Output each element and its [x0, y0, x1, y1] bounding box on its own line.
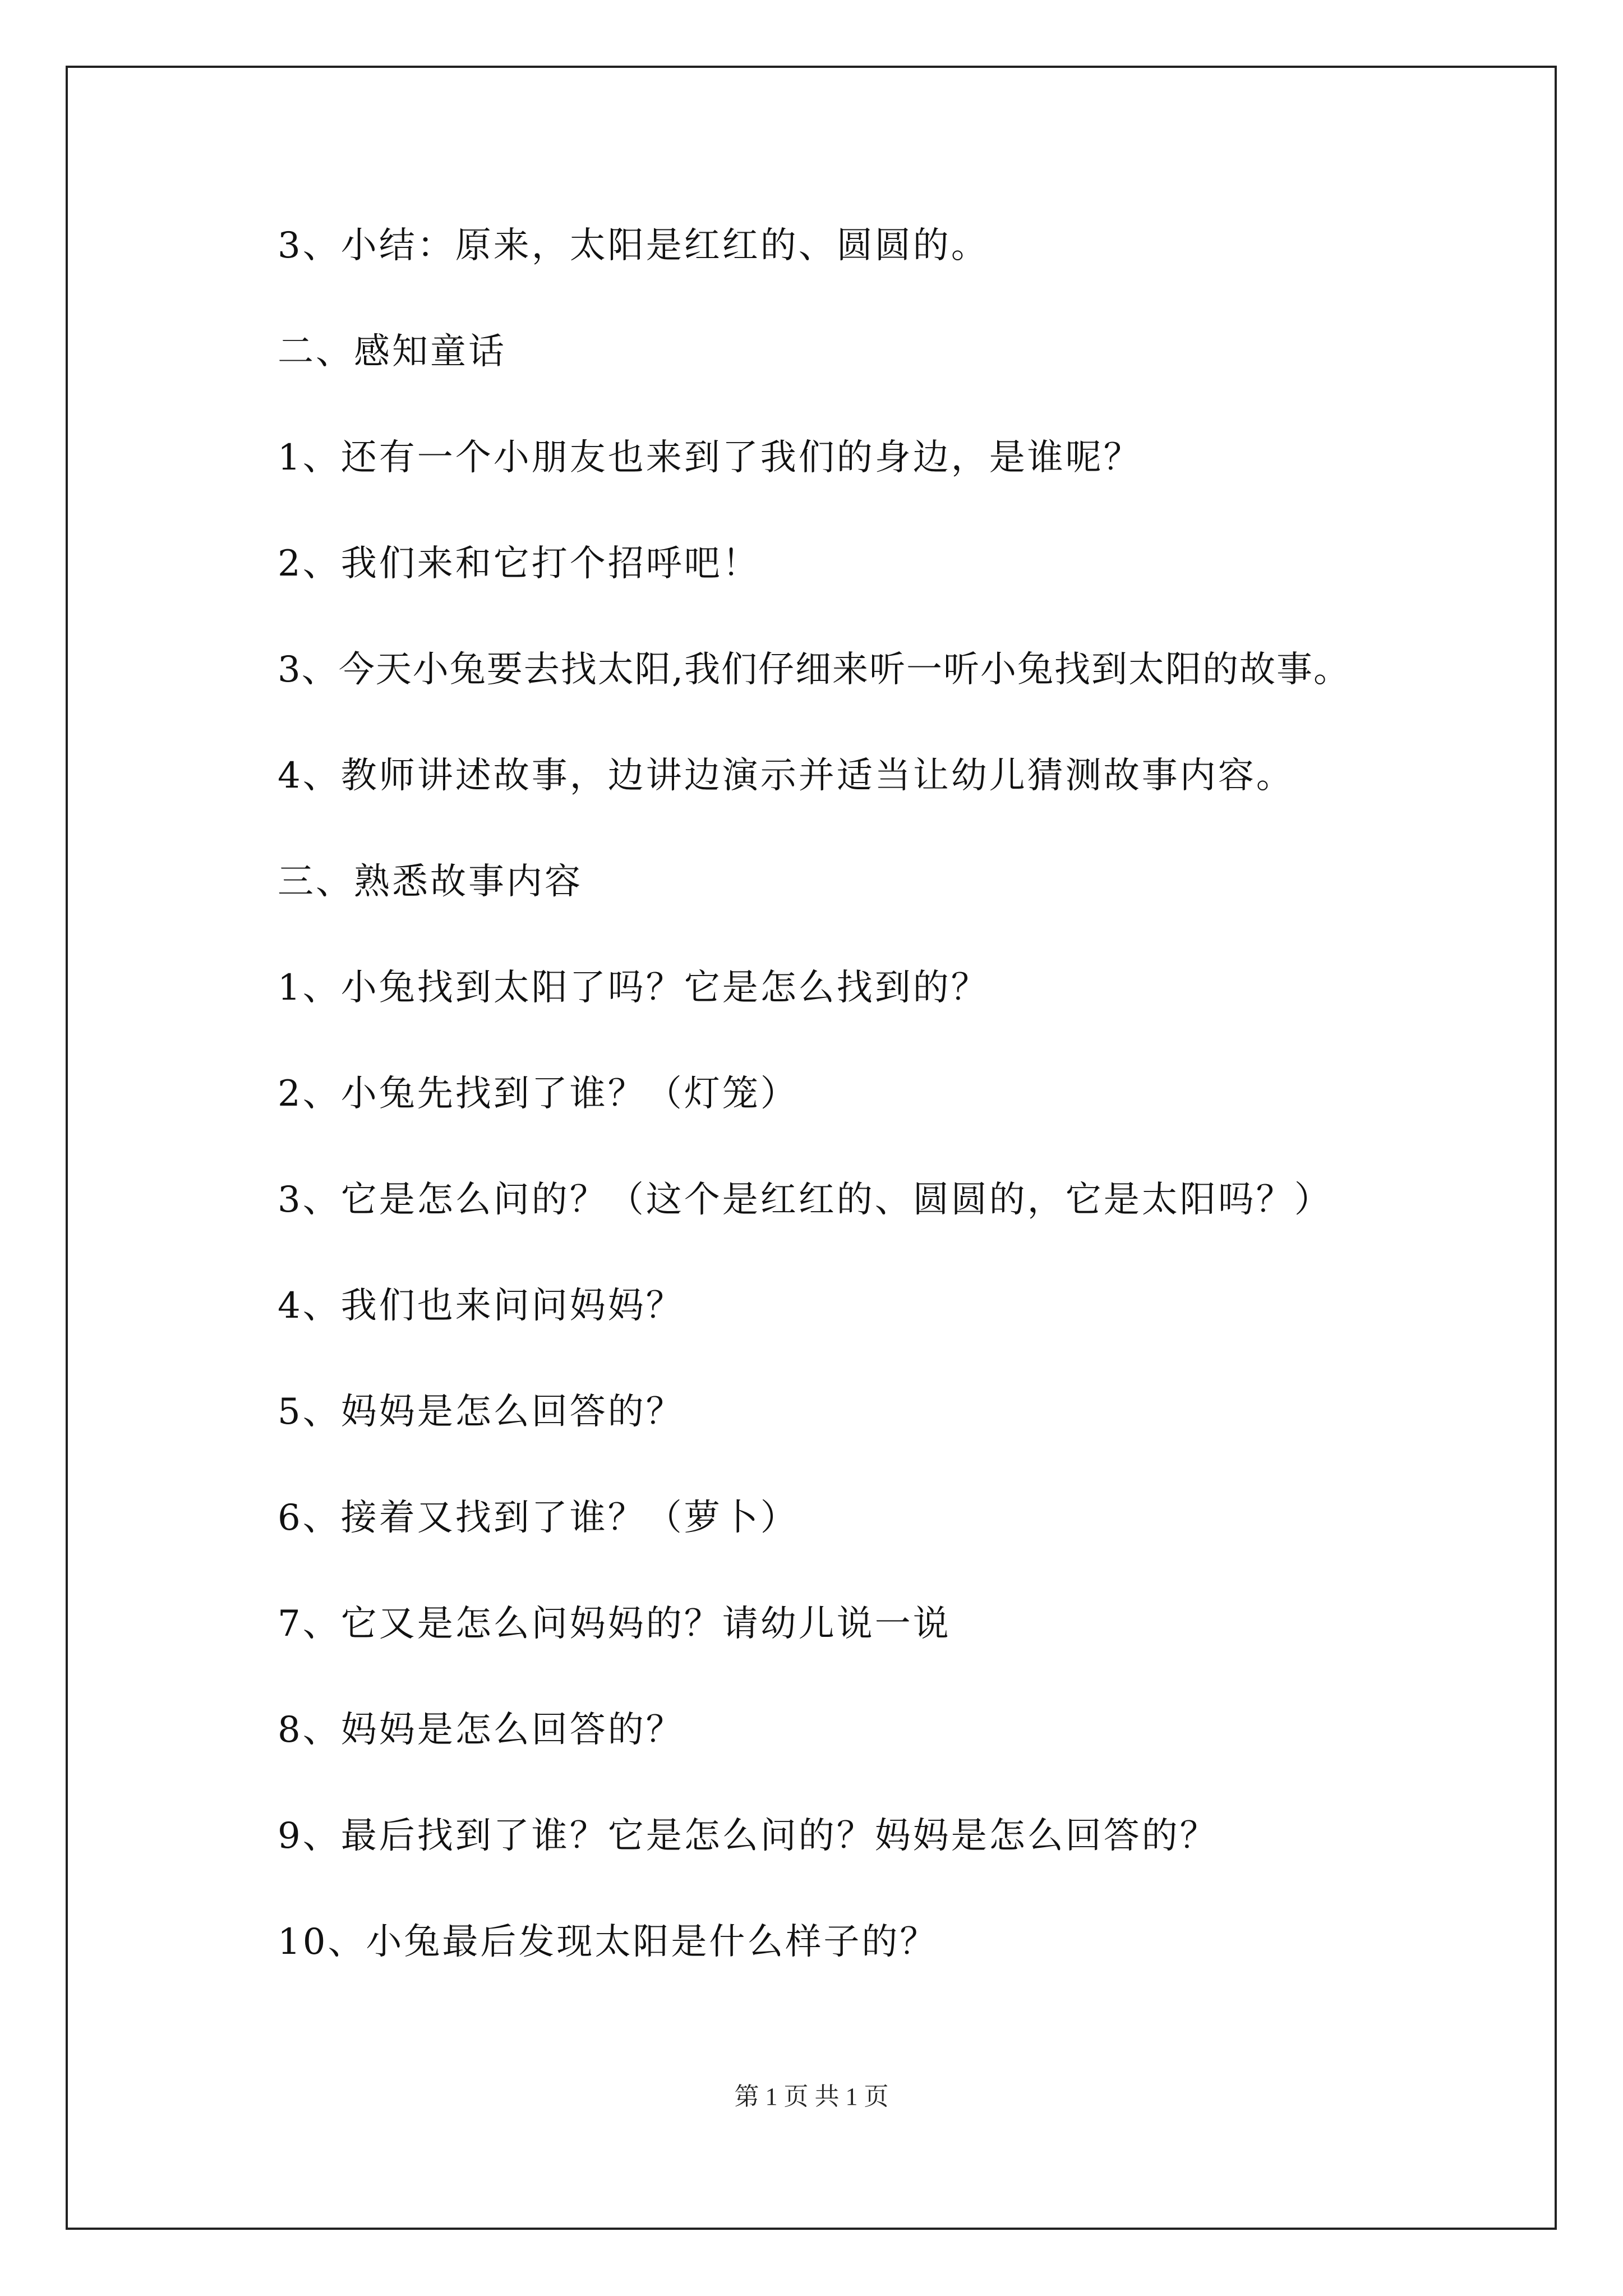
text-line: 2、我们来和它打个招呼吧！: [278, 543, 760, 585]
text-line: 6、接着又找到了谁？（萝卜）: [278, 1497, 799, 1539]
text-line: 7、它又是怎么问妈妈的？请幼儿说一说: [278, 1603, 951, 1645]
text-line: 3、今天小兔要去找太阳,我们仔细来听一听小兔找到太阳的故事。: [278, 649, 1351, 691]
section-heading: 三、熟悉故事内容: [278, 861, 583, 903]
text-line: 3、小结：原来，太阳是红红的、圆圆的。: [278, 225, 989, 266]
text-line: 1、小兔找到太阳了吗？它是怎么找到的？: [278, 967, 989, 1009]
text-line: 10、小兔最后发现太阳是什么样子的？: [278, 1921, 938, 1963]
text-line: 8、妈妈是怎么回答的？: [278, 1709, 684, 1751]
text-line: 3、它是怎么问的？（这个是红红的、圆圆的，它是太阳吗？）: [278, 1179, 1332, 1221]
page-border: [66, 66, 1557, 2230]
text-line: 4、教师讲述故事，边讲边演示并适当让幼儿猜测故事内容。: [278, 755, 1294, 797]
page-number-footer: 第 1 页 共 1 页: [734, 2083, 889, 2110]
text-line: 1、还有一个小朋友也来到了我们的身边，是谁呢？: [278, 437, 1142, 478]
section-heading: 二、感知童话: [278, 331, 506, 372]
text-line: 2、小兔先找到了谁？（灯笼）: [278, 1073, 799, 1115]
text-line: 4、我们也来问问妈妈？: [278, 1285, 684, 1327]
text-line: 9、最后找到了谁？它是怎么问的？妈妈是怎么回答的？: [278, 1815, 1218, 1857]
text-line: 5、妈妈是怎么回答的？: [278, 1391, 684, 1433]
